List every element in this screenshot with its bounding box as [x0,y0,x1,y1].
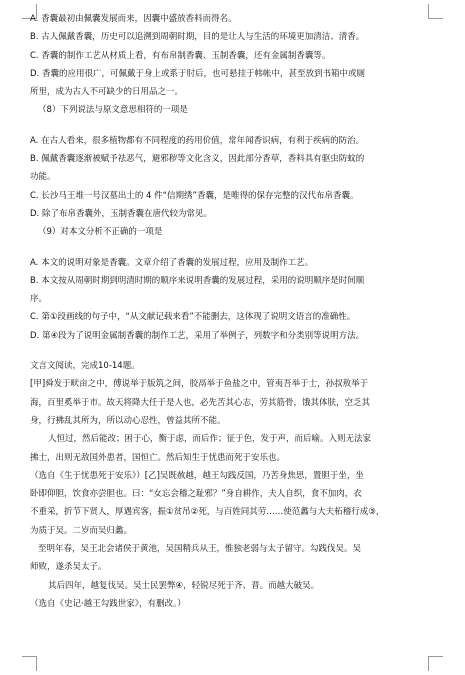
text-line: A. 香囊最初由佩囊发展而来，因囊中盛放香料而得名。 [30,14,237,24]
text-line: B. 本文按从周朝时期到明清时期的顺序来说明香囊的发展过程，采用的说明顺序是时间顺 [30,275,365,286]
text-line: [甲]舜发于畎亩之中，傅说举于版筑之间，胶鬲举于鱼盐之中，管夷吾举于士，孙叔敖举于 [30,379,369,390]
text-line: （9）对本文分析不正确的一项是 [38,227,163,238]
text-line: D. 除了布帛香囊外，玉制香囊在唐代较为常见。 [30,208,212,219]
text-line: B. 古人佩戴香囊，历史可以追溯到周朝时期，目的是让人与生活的环境更加清洁、清香。 [30,32,365,43]
text-line: （选自《生于忧患死于安乐》）[乙]吴既赦越，越王勾践反国，乃苦身焦思，置胆于坐，坐 [30,470,364,481]
crop-mark-bottom-left [22,656,37,671]
text-line: 为质于吴。二岁而吴归蠡。 [30,525,133,536]
text-line: 海，百里奚举于市。故天将降大任于是人也，必先苦其心志，劳其筋骨，饿其体肤，空乏其 [30,397,371,408]
text-line: 卧即仰胆，饮食亦尝胆也。曰：“女忘会稽之耻邪？”身自耕作，夫人自织，食不加肉，衣 [30,489,362,500]
crop-mark-bottom-right [428,656,443,671]
text-line: 至明年春，吴王北会诸侯于黄池，吴国精兵从王，惟独老弱与太子留守。勾践伐吴。吴 [38,544,362,555]
text-line: C. 第①段画线的句子中，“从文献记载来看”不能删去，这体现了说明文语言的准确性。 [30,312,356,323]
text-line: C. 长沙马王堆一号汉墓出土的 4 件“信期绣”香囊，是唯得的保存完整的汉代布帛香囊。 [30,190,359,201]
text-line: 其后四年，越复伐吴。吴士民罢弊④，轻锐尽死于齐、晋。而越大破吴。 [48,580,320,591]
text-line: A. 在古人看来，很多植物都有不同程度的药用价值，常年闻香识病，有利于疾病的防治。 [30,135,365,146]
document-page [30,10,435,613]
text-line: 序。 [30,294,48,305]
text-line: 所里，成为古人不可缺少的日用品之一。 [30,87,184,98]
text-line: 师败，遂杀吴太子。 [30,562,107,573]
text-line: A. 本文的说明对象是香囊。文章介绍了香囊的发展过程，应用及制作工艺。 [30,257,314,268]
text-line: 文言文阅读，完成10-14题。 [30,361,140,372]
text-line: 身，行拂乱其所为，所以动心忍性，曾益其所不能。 [30,415,226,426]
blank-line [30,120,435,132]
text-line: 人恒过，然后能改；困于心，衡于虑，而后作；征于色，发于声，而后喻。入则无法家 [48,434,372,445]
blank-line [30,345,435,357]
text-line: （选自《史记·越王勾践世家》，有删改。） [30,598,186,609]
text-line: B. 佩戴香囊逐渐被赋予祛恶气，避邪秽等文化含义，因此部分香草，香料具有驱虫防蚊的 [30,154,365,165]
text-line: 功能。 [30,172,56,183]
text-line: D. 香囊的应用很广，可佩戴于身上或系于肘后，也可悬挂于帏帐中，甚至放到书箱中或厕 [30,68,365,79]
blank-line [30,242,435,254]
text-line: 不重采，折节下贤人，厚遇宾客，振①贫吊②死，与百姓同其劳……使范蠡与大夫柘稽行成③， [30,507,385,518]
text-line: D. 第④段为了说明金属制香囊的制作工艺，采用了举例子，列数字和分类别等说明方法。 [30,330,365,341]
text-line: 拂士，出则无敌国外患者，国恒亡。然后知生于忧患而死于安乐也。 [30,452,286,463]
text-line: （8）下列说法与原文意思相符的一项是 [38,105,188,116]
text-line: C. 香囊的制作工艺从材质上看，有布帛制香囊、玉制香囊，还有金属制香囊等。 [30,50,331,61]
